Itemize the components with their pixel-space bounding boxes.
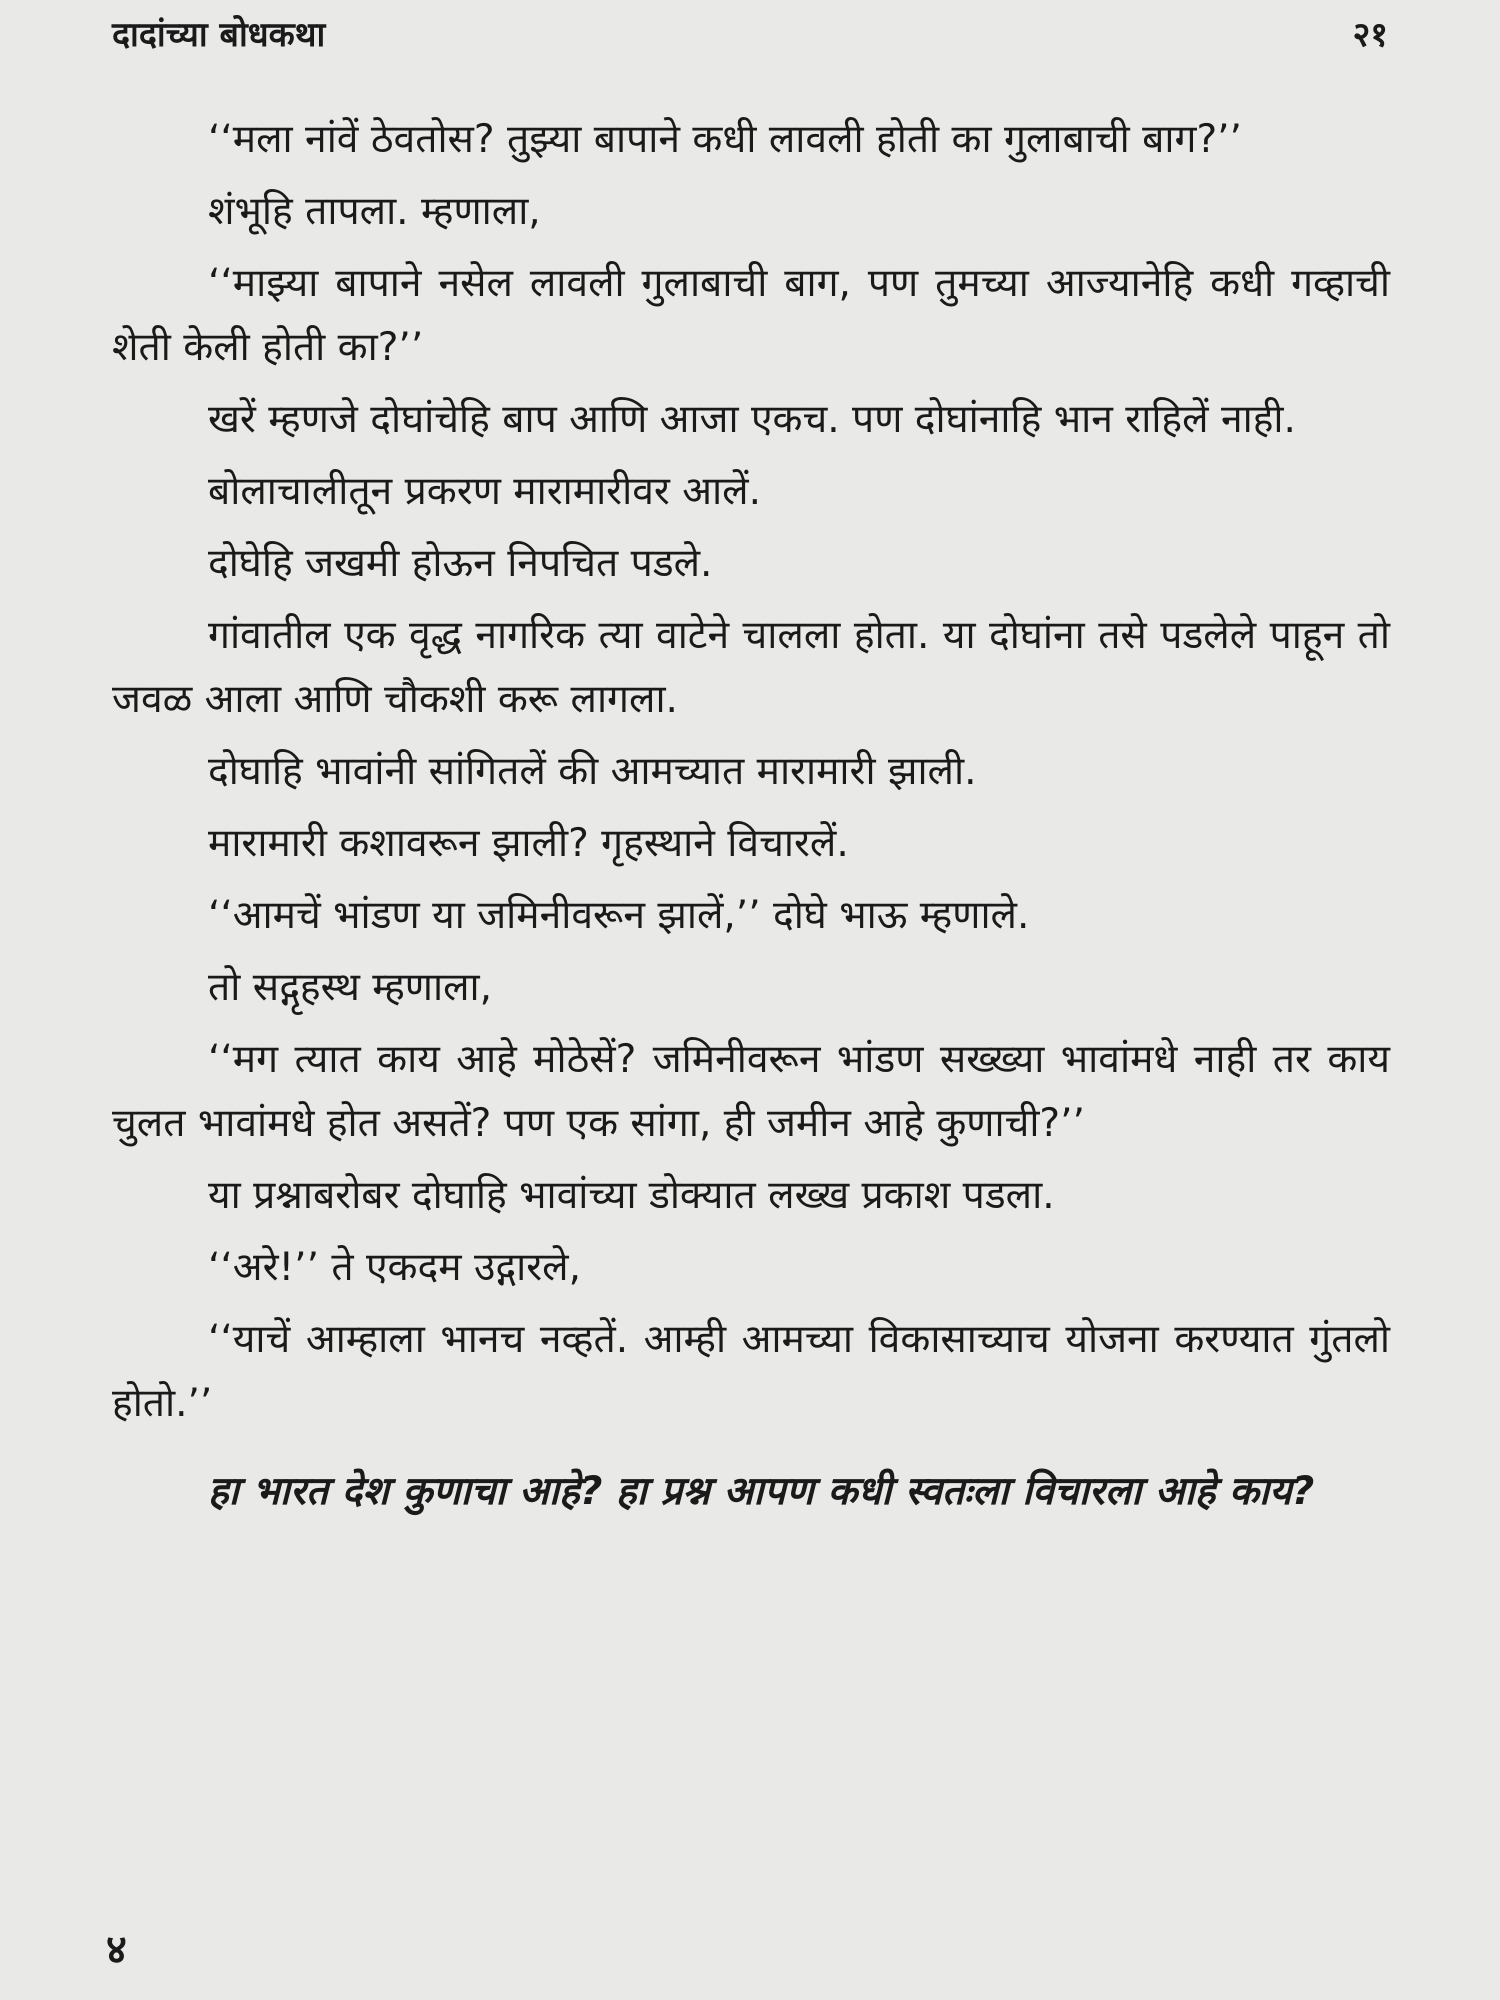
paragraph: शंभूहि तापला. म्हणाला,: [208, 189, 541, 234]
paragraph: खरें म्हणजे दोघांचेहि बाप आणि आजा एकच. पण दोघांनाहि भान राहिलें नाही.: [208, 397, 1296, 442]
paragraph: ‘‘माझ्या बापाने नसेल लावली गुलाबाची बाग, पण तुमच्या आज्यानेहि कधी गव्हाची शेती केली होती का?’’: [112, 261, 1390, 370]
running-title: दादांच्या बोधकथा: [112, 15, 326, 55]
paragraph: गांवातील एक वृद्ध नागरिक त्या वाटेने चालला होता. या दोघांना तसे पडलेले पाहून तो जवळ आला आणि चौकशी करू लागला.: [112, 613, 1390, 722]
page-number: २१: [1352, 15, 1388, 55]
paragraph: मारामारी कशावरून झाली? गृहस्थाने विचारलें.: [208, 821, 849, 866]
paragraph: या प्रश्नाबरोबर दोघाहि भावांच्या डोक्यात लख्ख प्रकाश पडला.: [208, 1173, 1055, 1218]
paragraph: दोघेहि जखमी होऊन निपचित पडले.: [208, 541, 713, 586]
paragraph: बोलाचालीतून प्रकरण मारामारीवर आलें.: [208, 469, 761, 514]
paragraph: तो सद्गृहस्थ म्हणाला,: [208, 965, 493, 1010]
paragraph: ‘‘मला नांवें ठेवतोस? तुझ्या बापाने कधी लावली होती का गुलाबाची बाग?’’: [208, 117, 1242, 162]
paragraph: ‘‘अरे!’’ ते एकदम उद्गारले,: [208, 1245, 581, 1290]
page-header: [112, 10, 1388, 60]
paragraph: ‘‘आमचें भांडण या जमिनीवरून झालें,’’ दोघे भाऊ म्हणाले.: [208, 893, 1030, 938]
closing-question: हा भारत देश कुणाचा आहे? हा प्रश्न आपण कधी स्वतःला विचारला आहे काय?: [208, 1469, 1315, 1514]
paragraph: ‘‘याचें आम्हाला भानच नव्हतें. आम्ही आमच्या विकासाच्याच योजना करण्यात गुंतलो होतो.’’: [112, 1317, 1390, 1426]
paragraph: ‘‘मग त्यात काय आहे मोठेसें? जमिनीवरून भांडण सख्ख्या भावांमधे नाही तर काय चुलत भावांमधे होत असतें? पण एक सांगा, ही जमीन आहे कुणाची?’’: [112, 1037, 1390, 1146]
story-body: [112, 108, 1390, 1532]
signature-mark: ४: [106, 1927, 127, 1973]
paragraph: दोघाहि भावांनी सांगितलें की आमच्यात मारामारी झाली.: [208, 749, 977, 794]
